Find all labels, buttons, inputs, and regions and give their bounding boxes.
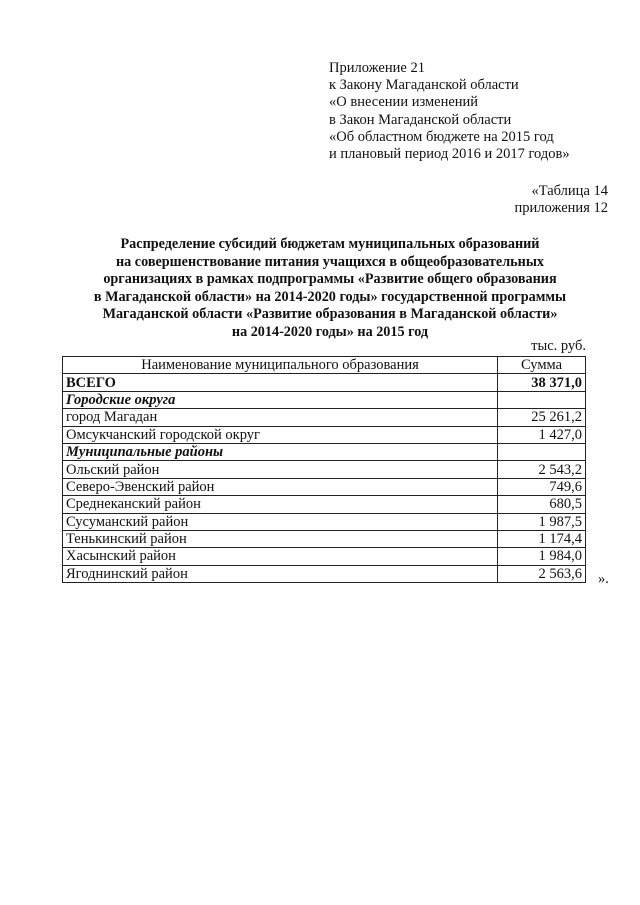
unit-label: тыс. руб. xyxy=(531,338,586,354)
row-name-cell: Хасынский район xyxy=(63,548,498,565)
table-row xyxy=(63,409,586,426)
table-row xyxy=(63,513,586,530)
table-row xyxy=(63,565,586,582)
row-name-cell: Северо-Эвенский район xyxy=(63,478,498,495)
closing-quote-mark: ». xyxy=(598,571,609,587)
row-sum-cell xyxy=(498,443,586,460)
row-sum-cell: 2 563,6 xyxy=(498,565,586,582)
row-sum-cell: 2 543,2 xyxy=(498,461,586,478)
table-row-section xyxy=(63,443,586,460)
title-line: Магаданской области «Развитие образования в Магаданской области» xyxy=(102,306,558,322)
table-row xyxy=(63,461,586,478)
appendix-line: Приложение 21 xyxy=(329,60,425,76)
subsidy-table xyxy=(62,356,586,583)
row-name-cell: Тенькинский район xyxy=(63,530,498,547)
appendix-line: и плановый период 2016 и 2017 годов» xyxy=(329,146,570,163)
document-title xyxy=(60,236,600,341)
header-sum-cell: Сумма xyxy=(498,357,586,374)
table-row xyxy=(63,426,586,443)
row-name-cell: ВСЕГО xyxy=(63,374,498,391)
row-name-cell: Муниципальные районы xyxy=(63,443,498,460)
table-reference-line: приложения 12 xyxy=(514,200,608,217)
table-row xyxy=(63,478,586,495)
title-line: на совершенствование питания учащихся в общеобразовательных xyxy=(115,253,545,270)
row-sum-cell: 1 174,4 xyxy=(498,530,586,547)
row-name-cell: Ягоднинский район xyxy=(63,565,498,582)
row-sum-cell: 1 427,0 xyxy=(498,426,586,443)
row-name-cell: Ольский район xyxy=(63,461,498,478)
title-line: на 2014-2020 годы» на 2015 год xyxy=(231,323,429,340)
table-row xyxy=(63,548,586,565)
table-row xyxy=(63,496,586,513)
row-name-cell: Омсукчанский городской округ xyxy=(63,426,498,443)
table-row-section xyxy=(63,391,586,408)
table-reference-line: «Таблица 14 xyxy=(531,183,608,199)
table-row-total xyxy=(63,374,586,391)
table-header-row xyxy=(63,357,586,374)
appendix-header xyxy=(329,60,570,163)
appendix-line: к Закону Магаданской области xyxy=(329,77,519,94)
row-name-cell: Сусуманский район xyxy=(63,513,498,530)
title-line: организациях в рамках подпрограммы «Развитие общего образования xyxy=(103,271,557,287)
title-line: Распределение субсидий бюджетам муниципальных образований xyxy=(120,236,540,252)
row-sum-cell: 1 987,5 xyxy=(498,513,586,530)
row-sum-cell: 749,6 xyxy=(498,478,586,495)
row-name-cell: Городские округа xyxy=(63,391,498,408)
appendix-line: «Об областном бюджете на 2015 год xyxy=(329,128,554,145)
table-row xyxy=(63,530,586,547)
title-line: в Магаданской области» на 2014-2020 годы» государственной программы xyxy=(93,288,567,305)
row-sum-cell xyxy=(498,391,586,408)
row-sum-cell: 680,5 xyxy=(498,496,586,513)
appendix-line: «О внесении изменений xyxy=(329,94,479,111)
row-sum-cell: 1 984,0 xyxy=(498,548,586,565)
appendix-line: в Закон Магаданской области xyxy=(329,111,512,128)
row-sum-cell: 38 371,0 xyxy=(498,374,586,391)
table-reference xyxy=(515,183,608,217)
row-name-cell: Среднеканский район xyxy=(63,496,498,513)
row-name-cell: город Магадан xyxy=(63,409,498,426)
row-sum-cell: 25 261,2 xyxy=(498,409,586,426)
header-name-cell: Наименование муниципального образования xyxy=(63,357,498,374)
